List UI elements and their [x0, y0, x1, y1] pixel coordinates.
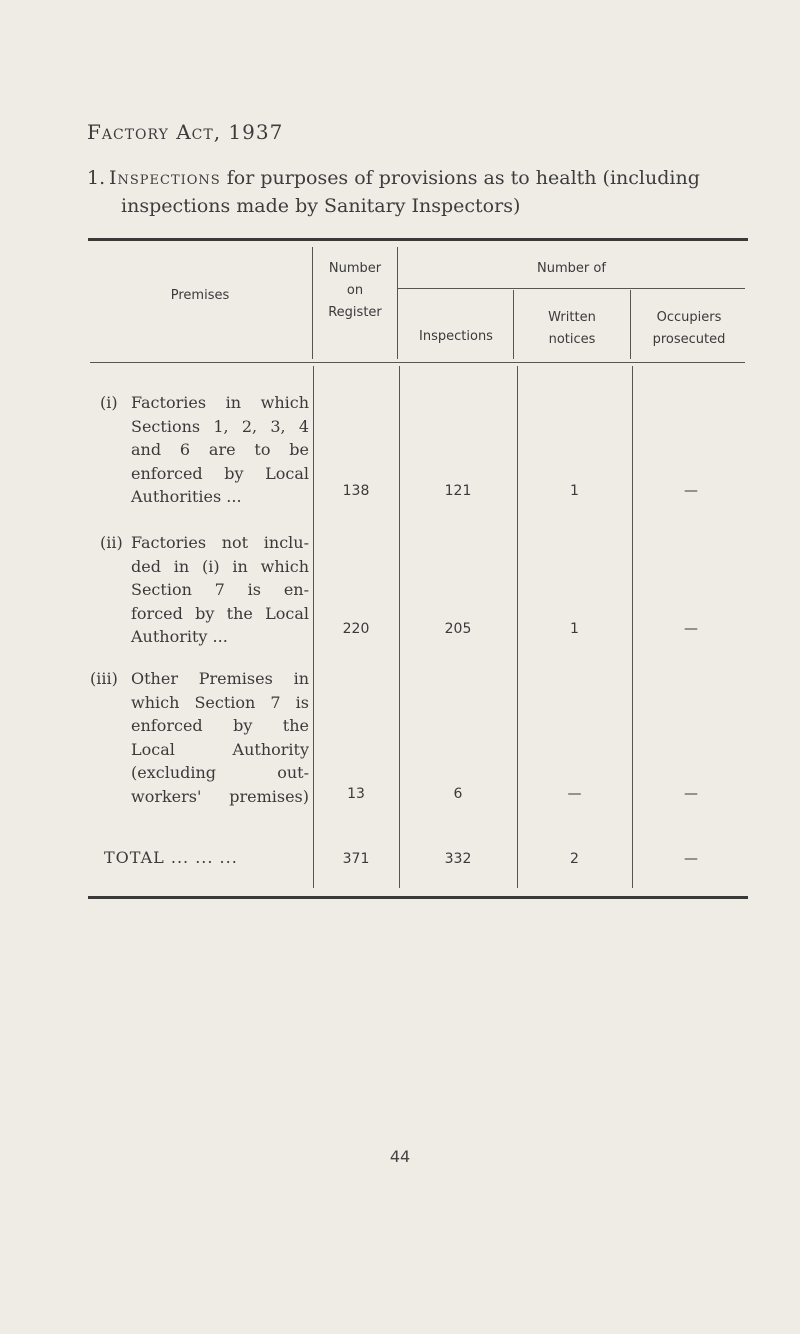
row-label-line: forced by the Local	[131, 603, 309, 623]
table-bottom-rule	[88, 896, 748, 899]
header-written-notices	[513, 307, 631, 351]
intro-line2: inspections made by Sanitary Inspectors)	[121, 195, 521, 217]
header-written-line: notices	[548, 332, 596, 347]
table-top-rule	[88, 238, 748, 241]
row-label-line: Sections 1, 2, 3, 4	[131, 416, 309, 436]
total-label: TOTAL ... ... ...	[104, 848, 238, 867]
row-label-line: Other Premises in	[131, 669, 309, 688]
subheader-rule	[398, 288, 745, 289]
header-premises: Premises	[170, 288, 230, 303]
row-label-line: Local Authority	[131, 739, 309, 759]
header-register-line: on	[346, 283, 364, 298]
cell-written-notices: 1	[570, 483, 579, 499]
row-label-line: (excluding out-	[131, 763, 309, 782]
row-number: (ii)	[100, 533, 123, 552]
header-number-on-register	[312, 258, 398, 324]
header-occupiers-line: Occupiers	[656, 310, 722, 325]
cell-register: 220	[342, 621, 370, 637]
item-number: 1.	[87, 167, 106, 189]
total-written-notices: 2	[570, 851, 579, 867]
row-number: (iii)	[90, 669, 118, 688]
header-number-of: Number of	[537, 261, 606, 276]
total-occupiers-prosecuted: —	[684, 851, 698, 867]
row-label-line: Factories not inclu-	[131, 533, 309, 552]
cell-inspections: 6	[453, 786, 463, 802]
cell-inspections: 205	[444, 621, 472, 637]
cell-register: 138	[342, 483, 370, 499]
row-label-line: Authorities ...	[131, 487, 242, 506]
total-register: 371	[342, 851, 370, 867]
cell-occupiers-prosecuted: —	[684, 483, 698, 499]
header-occupiers-line: prosecuted	[652, 332, 726, 347]
row-label-line: Factories in which	[131, 393, 309, 412]
intro-lead: Inspections	[109, 167, 221, 189]
section-heading: Factory Act, 1937	[87, 120, 284, 144]
row-label-line: enforced by the	[131, 716, 309, 735]
row-number: (i)	[100, 393, 118, 412]
cell-occupiers-prosecuted: —	[684, 621, 698, 637]
header-register-line: Register	[328, 305, 382, 320]
row-label-line: Authority ...	[131, 627, 228, 646]
total-inspections: 332	[444, 851, 472, 867]
cell-written-notices: —	[567, 786, 582, 802]
header-occupiers-prosecuted	[630, 307, 748, 351]
header-register-line: Number	[328, 261, 382, 276]
intro-line1: for purposes of provisions as to health (including	[226, 167, 700, 189]
row-label-line: Section 7 is en-	[131, 580, 309, 599]
row-label-line: enforced by Local	[131, 463, 309, 483]
row-label-line: and 6 are to be	[131, 440, 309, 459]
intro-paragraph	[87, 164, 747, 220]
page-number: 44	[389, 1147, 411, 1166]
cell-register: 13	[347, 786, 365, 802]
header-bottom-rule	[90, 362, 745, 363]
row-label-line: workers' premises)	[131, 786, 309, 806]
row-label-line: which Section 7 is	[131, 692, 309, 712]
cell-written-notices: 1	[570, 621, 579, 637]
header-written-line: Written	[548, 310, 596, 325]
row-label-line: ded in (i) in which	[131, 556, 309, 576]
cell-occupiers-prosecuted: —	[684, 786, 698, 802]
cell-inspections: 121	[444, 483, 472, 499]
header-inspections: Inspections	[419, 329, 493, 344]
